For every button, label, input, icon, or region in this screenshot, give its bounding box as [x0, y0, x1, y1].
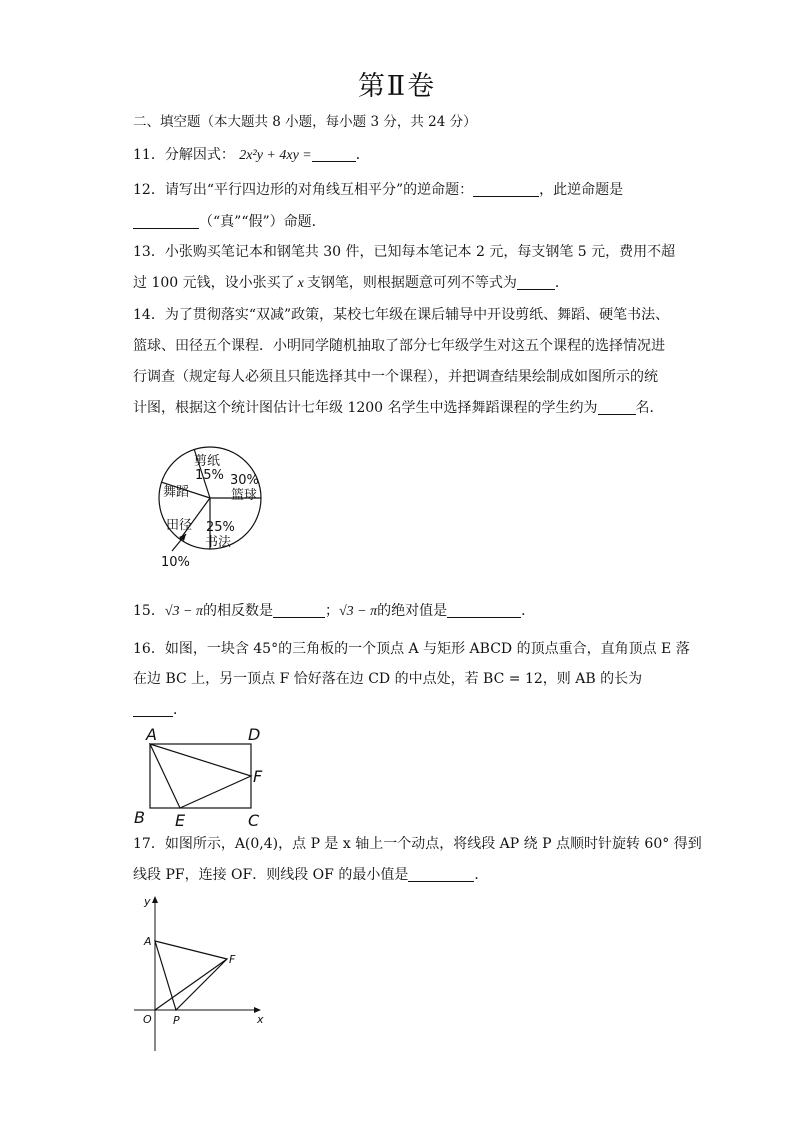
triangle-aef [150, 744, 251, 808]
pie-label-lanqiu: 篮球 [231, 488, 258, 503]
question-14-line1: 14．为了贯彻落实“双减”政策，某校七年级在课后辅导中开设剪纸、舞蹈、硬笔书法、 [133, 307, 670, 323]
question-16-line2: 在边 BC 上，另一顶点 F 恰好落在边 CD 的中点处，若 BC = 12，则 AB 的长为 [133, 671, 643, 687]
page-title: 第Ⅱ卷 [357, 71, 437, 102]
q11-num: 11． [133, 147, 165, 163]
pie-label-shufa: 书法 [205, 535, 232, 550]
q12-text-b: ，此逆命题是 [539, 182, 624, 198]
q15-sep: ； [324, 603, 339, 619]
q13-text-b: 支钢笔，则根据题意可列不等式为 [306, 275, 517, 291]
label-A: A [144, 935, 152, 948]
label-x: x [257, 1013, 264, 1026]
q15-answer-blank-2[interactable] [447, 603, 521, 618]
q17-end: ． [474, 867, 489, 883]
q14-text-a: 计图，根据这个统计图估计七年级 1200 名学生中选择舞蹈课程的学生约为 [133, 400, 598, 416]
label-A: A [146, 725, 157, 744]
q12-answer-blank-2[interactable] [133, 214, 199, 229]
label-C: C [248, 811, 260, 830]
pie-value-tianjing: 10% [161, 555, 190, 570]
label-P: P [173, 1014, 180, 1027]
rectangle-figure [130, 722, 280, 830]
q11-expression: 2x²y + 4xy = [239, 148, 312, 163]
q12-text-a: 12．请写出“平行四边形的对角线互相平分”的逆命题： [133, 182, 474, 198]
pie-value-shufa: 25% [206, 520, 235, 535]
q13-text-a: 过 100 元钱，设小张买了 [133, 275, 295, 291]
q13-end: ． [554, 275, 569, 291]
label-y: y [144, 895, 151, 908]
q11-answer-blank[interactable] [312, 147, 356, 162]
question-15 [133, 602, 535, 621]
y-axis-arrow-icon [152, 896, 158, 903]
section-heading: 二、填空题（本大题共 8 小题，每小题 3 分，共 24 分） [133, 114, 477, 130]
label-F: F [229, 953, 236, 966]
question-13-line2 [133, 274, 569, 293]
q15-answer-blank-1[interactable] [273, 603, 325, 618]
triangle-apf [155, 941, 227, 1010]
question-12-line2 [133, 213, 326, 231]
label-O: O [143, 1013, 152, 1026]
coordinate-figure [130, 893, 270, 1055]
q12-answer-blank-1[interactable] [473, 182, 539, 197]
q17-text-a: 线段 PF，连接 OF．则线段 OF 的最小值是 [133, 867, 409, 883]
segment-of [155, 959, 227, 1010]
q11-end: ． [355, 147, 370, 163]
label-F: F [253, 767, 263, 786]
pie-chart [150, 438, 280, 573]
q16-answer-blank[interactable] [133, 702, 173, 717]
question-11 [133, 146, 370, 165]
pie-value-lanqiu: 30% [230, 473, 259, 488]
question-16-line3 [133, 701, 187, 719]
q17-answer-blank[interactable] [408, 867, 474, 882]
pie-label-tianjing: 田径 [166, 518, 193, 533]
q12-text-c: （“真”“假”）命题． [199, 214, 326, 230]
question-12-line1 [133, 181, 623, 199]
question-17-line2 [133, 866, 488, 884]
pie-value-jianzhi: 15% [195, 468, 224, 483]
label-B: B [134, 808, 145, 827]
question-13-line1: 13．小张购买笔记本和钢笔共 30 件，已知每本笔记本 2 元，每支钢笔 5 元，费用不超 [133, 244, 676, 260]
question-14-line3: 行调查（规定每人必须且只能选择其中一个课程），并把调查结果绘制成如图所示的统 [133, 369, 658, 385]
question-14-line2: 篮球、田径五个课程．小明同学随机抽取了部分七年级学生对这五个课程的选择情况进 [133, 338, 665, 354]
q15-expr-1: √3 − π [164, 604, 203, 619]
pie-label-jianzhi: 剪纸 [194, 454, 221, 469]
q13-var: x [297, 276, 304, 291]
q15-num: 15． [133, 603, 165, 619]
q15-expr-2: √3 − π [338, 604, 378, 619]
q13-answer-blank[interactable] [517, 275, 555, 290]
q14-text-b: 名． [635, 400, 664, 416]
label-E: E [175, 811, 186, 830]
pie-label-wudao: 舞蹈 [163, 485, 190, 500]
q16-end: ． [173, 702, 187, 718]
question-14-line4 [133, 399, 664, 417]
label-D: D [248, 725, 261, 744]
q14-answer-blank[interactable] [598, 400, 636, 415]
question-17-line1: 17．如图所示，A(0,4)，点 P 是 x 轴上一个动点，将线段 AP 绕 P 点顺时针旋转 60° 得到 [133, 836, 702, 852]
q15-text-2: 的绝对值是 [377, 603, 448, 619]
question-16-line1: 16．如图，一块含 45°的三角板的一个顶点 A 与矩形 ABCD 的顶点重合，直角顶点 E 落 [133, 641, 690, 657]
q15-end: ． [521, 603, 536, 619]
q11-text: 分解因式： [164, 147, 235, 163]
q15-text-1: 的相反数是 [202, 603, 273, 619]
